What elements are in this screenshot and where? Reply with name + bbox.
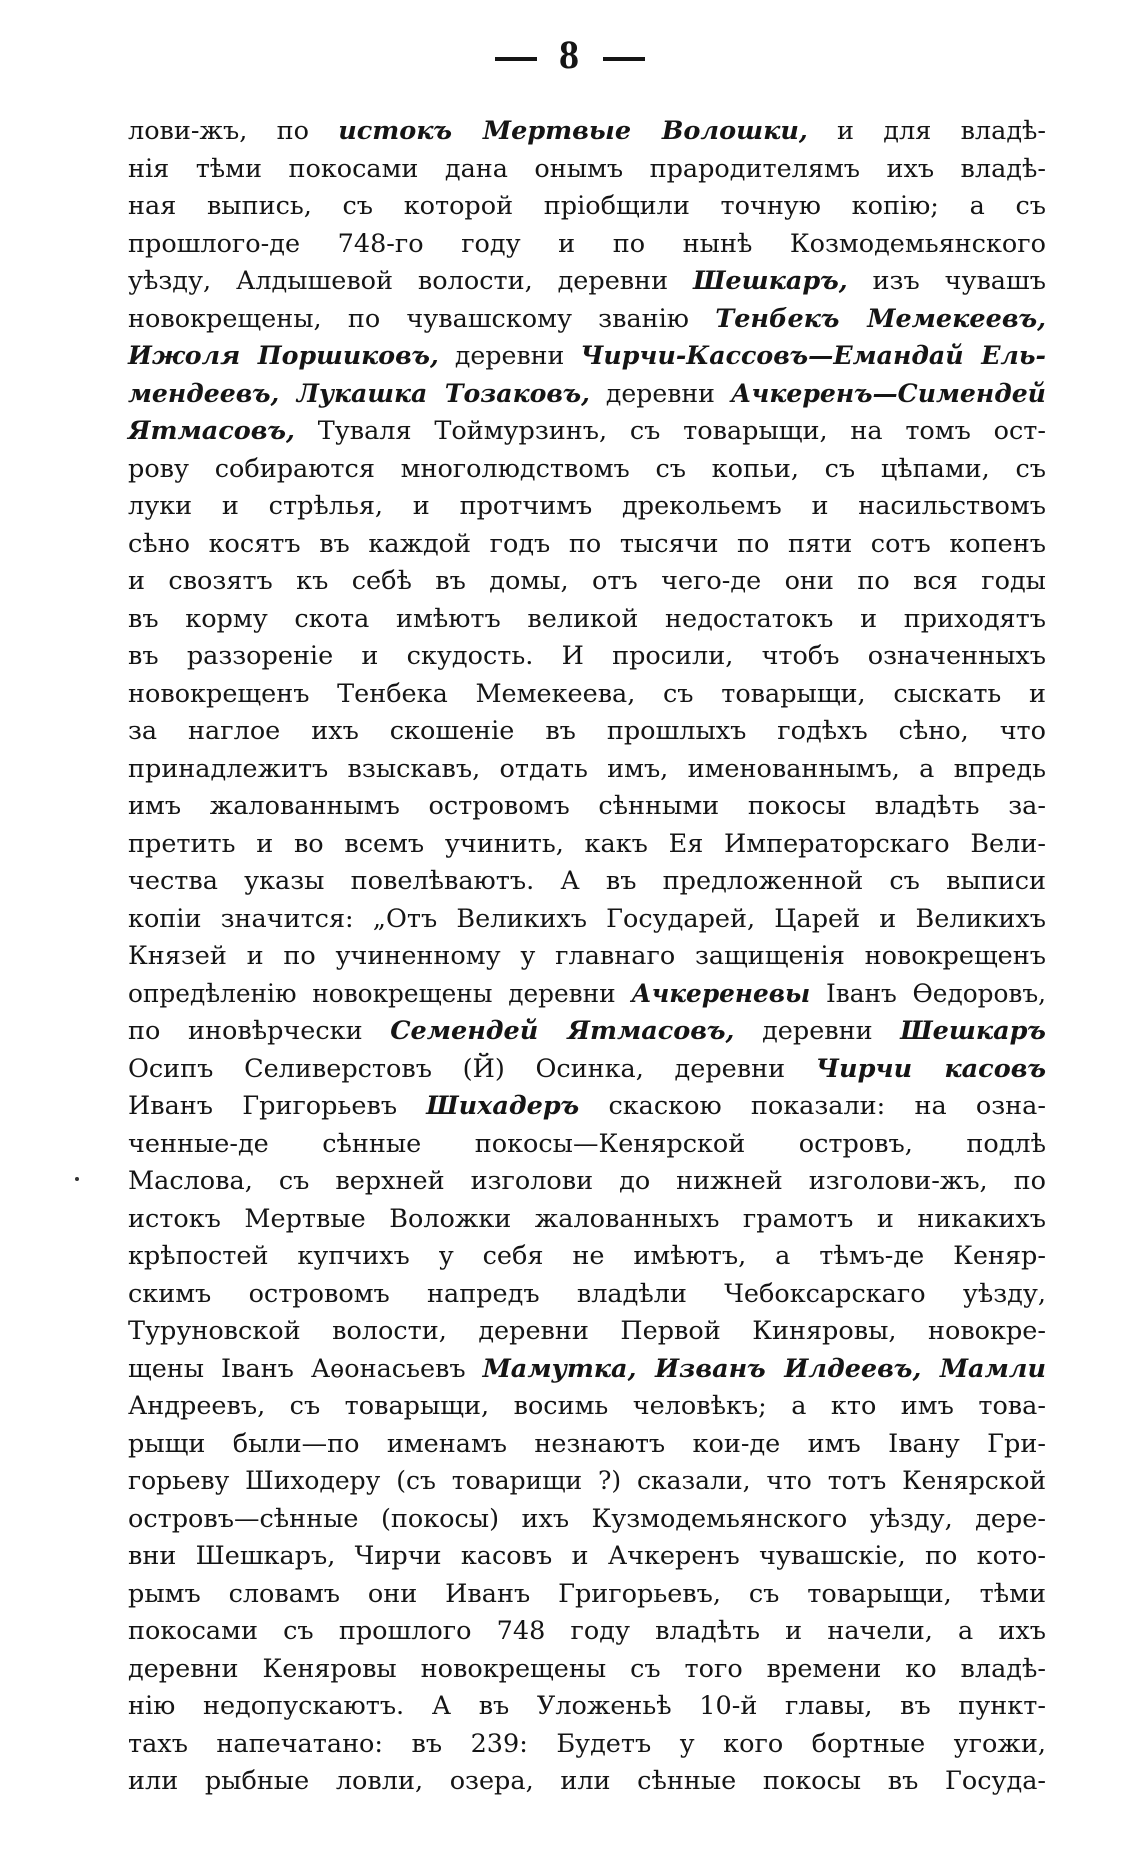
- page-number: 8: [559, 32, 581, 77]
- text-line: [128, 151, 1046, 189]
- text-line: [128, 1426, 1046, 1464]
- text-line: [128, 751, 1046, 789]
- italic-name-text: Ятмасовъ,: [128, 416, 295, 446]
- text-line: [128, 1276, 1046, 1314]
- text-line: [128, 976, 1046, 1014]
- text-line-content: [128, 113, 1046, 151]
- text-line: [128, 901, 1046, 939]
- text-line: [128, 938, 1046, 976]
- text-line-content: [128, 901, 1046, 939]
- text-line-content: [128, 1388, 1046, 1426]
- text-line-content: [128, 451, 1046, 489]
- text-line-content: [128, 863, 1046, 901]
- text-line-content: [128, 1463, 1046, 1501]
- text-line-content: [128, 1726, 1046, 1764]
- italic-name-text: Семендей Ятмасовъ,: [390, 1016, 735, 1046]
- text-segment: Іванъ Ѳедоровъ,: [810, 978, 1046, 1009]
- text-segment: деревни Кеняровы новокрещены съ того времени ко владѣ-: [128, 1653, 1046, 1684]
- text-line-content: [128, 188, 1046, 226]
- text-segment: или рыбные ловли, озера, или сѣнные покосы въ Госуда-: [128, 1766, 1047, 1796]
- text-line: [128, 638, 1046, 676]
- italic-name-text: мендеевъ, Лукашка Тозаковъ,: [128, 378, 590, 409]
- text-line: [128, 1126, 1046, 1164]
- text-line: [128, 488, 1046, 526]
- italic-name-text: Ижоля Поршиковъ,: [128, 341, 439, 371]
- text-segment: изъ чувашъ: [847, 266, 1046, 296]
- text-line-content: [128, 638, 1046, 676]
- text-segment: принадлежитъ взыскавъ, отдать имъ, именованнымъ, а впредь: [128, 753, 1046, 784]
- text-line: [128, 1688, 1046, 1726]
- text-segment: рымъ словамъ они Иванъ Григорьевъ, съ товарыщи, тѣми: [128, 1578, 1046, 1609]
- text-segment: въ корму скота имѣютъ великой недостатокъ и приходятъ: [128, 603, 1046, 634]
- text-segment: новокрещенъ Тенбека Мемекеева, съ товарыщи, сыскать и: [128, 678, 1046, 709]
- text-line: [128, 1726, 1046, 1764]
- text-segment: Андреевъ, съ товарыщи, восимь человѣкъ; а кто имъ това-: [128, 1391, 1046, 1421]
- text-line: [128, 713, 1046, 751]
- text-line: [128, 226, 1046, 264]
- text-line-content: [128, 938, 1046, 976]
- text-line: [128, 1313, 1046, 1351]
- text-segment: Туваля Тоймурзинъ, съ товарыщи, на томъ ост-: [294, 416, 1046, 446]
- text-segment: деревни: [589, 378, 731, 409]
- text-line: [128, 1651, 1046, 1689]
- text-line: [128, 1576, 1046, 1614]
- text-line-content: [128, 976, 1046, 1014]
- text-line-content: [128, 676, 1046, 714]
- text-line-content: [128, 1501, 1046, 1539]
- text-line-content: [128, 601, 1046, 639]
- text-segment: истокъ Мертвые Воложки жалованныхъ грамотъ и никакихъ: [128, 1203, 1046, 1234]
- text-line: [128, 338, 1046, 376]
- text-line-content: [128, 1013, 1046, 1051]
- text-segment: прошлого-де 748-го году и по нынѣ Козмодемьянского: [128, 228, 1046, 259]
- text-line: [128, 301, 1046, 339]
- text-line-content: [128, 1688, 1046, 1726]
- italic-name-text: Мамутка, Изванъ Илдеевъ, Мамли: [482, 1353, 1047, 1384]
- text-segment: уѣзду, Алдышевой волости, деревни: [128, 266, 694, 296]
- text-segment: и свозятъ къ себѣ въ домы, отъ чего-де они по вся годы: [128, 566, 1046, 596]
- text-segment: имъ жалованнымъ островомъ сѣнными покосы владѣть за-: [128, 791, 1046, 821]
- text-line-content: [128, 263, 1046, 301]
- text-line-content: [128, 788, 1046, 826]
- text-line: [128, 1388, 1046, 1426]
- italic-name-text: Ачкеренъ—Симендей: [730, 378, 1046, 409]
- text-line: [128, 1538, 1046, 1576]
- text-line-content: [128, 1351, 1046, 1389]
- text-line-content: [128, 1576, 1046, 1614]
- text-line: [128, 526, 1046, 564]
- text-line-content: [128, 1238, 1046, 1276]
- text-segment: вни Шешкаръ, Чирчи касовъ и Ачкеренъ чувашскіе, по кото-: [128, 1541, 1047, 1571]
- text-segment: Князей и по учиненному у главнаго защищенія новокрещенъ: [128, 941, 1046, 971]
- italic-name-text: Чирчи-Кассовъ—Емандай Ель-: [580, 341, 1047, 371]
- text-segment: рову собираются многолюдствомъ съ копьи, съ цѣпами, съ: [128, 453, 1046, 484]
- text-line-content: [128, 301, 1046, 339]
- text-segment: въ раззореніе и скудость. И просили, чтобъ означенныхъ: [128, 641, 1047, 671]
- left-dash: [495, 57, 537, 61]
- text-line-content: [128, 1126, 1046, 1164]
- text-line: [128, 1351, 1046, 1389]
- page-number-header: [0, 30, 1140, 80]
- text-segment: Иванъ Григорьевъ: [128, 1091, 427, 1121]
- text-line-content: [128, 1651, 1046, 1689]
- text-segment: по иновѣрчески: [128, 1016, 391, 1046]
- text-line: [128, 113, 1046, 151]
- italic-name-text: Ачкереневы: [631, 978, 811, 1009]
- text-line-content: [128, 1538, 1046, 1576]
- text-line-content: [128, 376, 1046, 414]
- text-line: [128, 1163, 1046, 1201]
- text-segment: лови-жъ, по: [128, 116, 339, 146]
- text-line: [128, 1013, 1046, 1051]
- text-segment: щены Іванъ Аѳонасьевъ: [128, 1353, 483, 1384]
- margin-speck: [75, 1177, 79, 1181]
- text-line: [128, 1201, 1046, 1239]
- text-line-content: [128, 1313, 1046, 1351]
- text-line: [128, 1088, 1046, 1126]
- text-segment: Осипъ Селиверстовъ (Й) Осинка, деревни: [128, 1053, 816, 1084]
- text-segment: рыщи были—по именамъ незнаютъ кои-де имъ Івану Гри-: [128, 1428, 1046, 1459]
- text-line-content: [128, 226, 1046, 264]
- text-line-content: [128, 826, 1046, 864]
- text-line-content: [128, 1763, 1046, 1801]
- text-segment: ченные-де сѣнные покосы—Кенярской островъ, подлѣ: [128, 1128, 1046, 1159]
- text-line-content: [128, 413, 1046, 451]
- body-text: [128, 113, 1046, 1801]
- text-line-content: [128, 713, 1046, 751]
- text-line: [128, 451, 1046, 489]
- text-line-content: [128, 1051, 1046, 1089]
- text-line-content: [128, 1426, 1046, 1464]
- text-line: [128, 788, 1046, 826]
- right-dash: [603, 57, 645, 61]
- text-line-content: [128, 751, 1046, 789]
- text-segment: деревни: [438, 341, 581, 371]
- text-line: [128, 188, 1046, 226]
- text-segment: луки и стрѣлья, и протчимъ дрекольемъ и насильствомъ: [128, 491, 1046, 521]
- text-segment: деревни: [734, 1016, 901, 1046]
- text-segment: опредѣленію новокрещены деревни: [128, 978, 632, 1009]
- text-segment: чества указы повелѣваютъ. А въ предложенной съ выписи: [128, 866, 1047, 896]
- text-line: [128, 376, 1046, 414]
- text-segment: горьеву Шиходеру (съ товарищи ?) сказали, что тотъ Кенярской: [128, 1466, 1047, 1496]
- text-line-content: [128, 488, 1046, 526]
- text-line: [128, 563, 1046, 601]
- text-segment: тахъ напечатано: въ 239: Будетъ у кого бортные угожи,: [128, 1728, 1046, 1759]
- italic-name-text: Шешкаръ,: [693, 266, 848, 296]
- text-line-content: [128, 1088, 1046, 1126]
- italic-name-text: истокъ Мертвые Волошки,: [338, 116, 808, 146]
- text-segment: ная выпись, съ которой пріобщили точную копію; а съ: [128, 191, 1046, 221]
- text-line: [128, 1051, 1046, 1089]
- text-line-content: [128, 526, 1046, 564]
- italic-name-text: Тенбекъ Мемекеевъ,: [715, 303, 1047, 334]
- text-segment: скимъ островомъ напредъ владѣли Чебоксарскаго уѣзду,: [128, 1278, 1046, 1309]
- text-segment: Маслова, съ верхней изголови до нижней изголови-жъ, по: [128, 1166, 1047, 1196]
- text-segment: покосами съ прошлого 748 году владѣть и начели, а ихъ: [128, 1616, 1046, 1646]
- text-segment: нія тѣми покосами дана онымъ прародителямъ ихъ владѣ-: [128, 153, 1046, 184]
- text-segment: крѣпостей купчихъ у себя не имѣютъ, а тѣмъ-де Кеняр-: [128, 1241, 1046, 1271]
- text-segment: нію недопускаютъ. А въ Уложеньѣ 10-й главы, въ пункт-: [128, 1691, 1046, 1721]
- text-segment: островъ—сѣнные (покосы) ихъ Кузмодемьянского уѣзду, дере-: [128, 1503, 1046, 1534]
- text-segment: новокрещены, по чувашскому званію: [128, 303, 716, 334]
- text-line: [128, 863, 1046, 901]
- text-line: [128, 676, 1046, 714]
- text-segment: Туруновской волости, деревни Первой Киняровы, новокре-: [128, 1316, 1046, 1346]
- text-segment: претить и во всемъ учинить, какъ Ея Императорскаго Вели-: [128, 828, 1046, 859]
- text-segment: скаскою показали: на озна-: [579, 1091, 1046, 1121]
- text-line-content: [128, 338, 1046, 376]
- text-line: [128, 1613, 1046, 1651]
- italic-name-text: Чирчи касовъ: [815, 1053, 1047, 1084]
- text-line: [128, 413, 1046, 451]
- text-line: [128, 1463, 1046, 1501]
- italic-name-text: Шешкаръ: [900, 1016, 1046, 1046]
- text-line-content: [128, 1201, 1046, 1239]
- text-line: [128, 1501, 1046, 1539]
- text-line: [128, 263, 1046, 301]
- text-line: [128, 1238, 1046, 1276]
- text-line-content: [128, 1613, 1046, 1651]
- text-line: [128, 1763, 1046, 1801]
- text-segment: копіи значится: „Отъ Великихъ Государей, Царей и Великихъ: [128, 903, 1047, 934]
- italic-name-text: Шихадеръ: [426, 1091, 580, 1121]
- text-segment: и для владѣ-: [807, 116, 1047, 146]
- text-segment: за наглое ихъ скошеніе въ прошлыхъ годѣхъ сѣно, что: [128, 716, 1047, 746]
- text-line-content: [128, 1276, 1046, 1314]
- text-line-content: [128, 151, 1046, 189]
- text-line-content: [128, 563, 1046, 601]
- text-line: [128, 826, 1046, 864]
- text-line: [128, 601, 1046, 639]
- text-line-content: [128, 1163, 1046, 1201]
- text-segment: сѣно косятъ въ каждой годъ по тысячи по пяти сотъ копенъ: [128, 528, 1046, 559]
